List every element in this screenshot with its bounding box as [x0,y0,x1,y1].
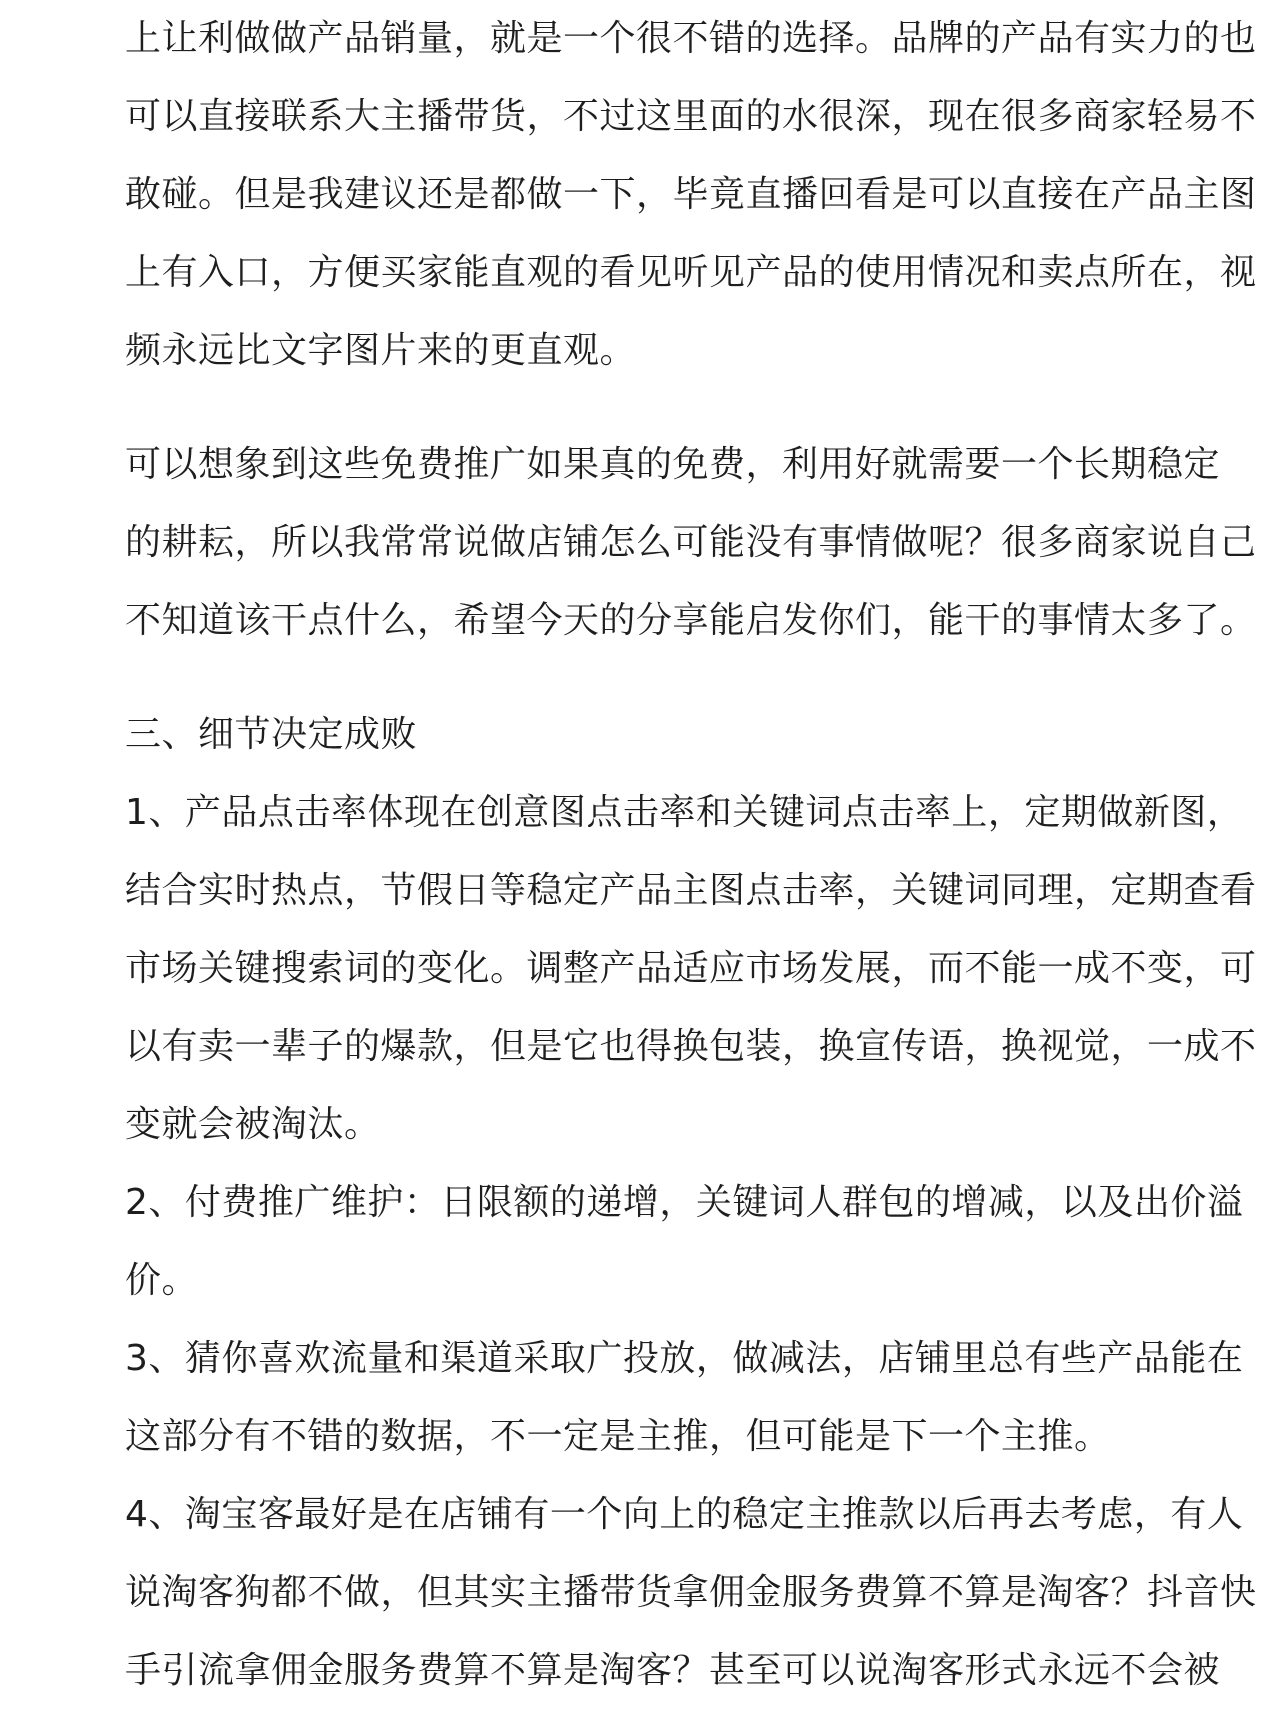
text-line: 上有入口，方便买家能直观的看见听见产品的使用情况和卖点所在，视 [125,252,1257,293]
paragraph-free-promotion [125,426,1257,660]
list-item-2 [125,1164,1244,1320]
text-line: 频永远比文字图片来的更直观。 [125,330,637,371]
text-line: 的耕耘，所以我常常说做店铺怎么可能没有事情做呢？很多商家说自己 [125,522,1257,563]
text-line: 上让利做做产品销量，就是一个很不错的选择。品牌的产品有实力的也 [125,18,1257,59]
paragraph-intro-continued [125,0,1257,390]
text-line: 可以想象到这些免费推广如果真的免费，利用好就需要一个长期稳定 [125,444,1221,485]
section-heading [125,696,1165,774]
text-line: 2、付费推广维护：日限额的递增，关键词人群包的增减，以及出价溢 [125,1182,1244,1223]
list-item-3 [125,1320,1244,1476]
text-line: 变就会被淘汰。 [125,1104,381,1145]
text-line: 不知道该干点什么，希望今天的分享能启发你们，能干的事情太多了。 [125,600,1257,641]
section-three-heading: 三、细节决定成败 [125,714,418,755]
text-line: 3、猜你喜欢流量和渠道采取广投放，做减法，店铺里总有些产品能在 [125,1338,1244,1379]
text-line: 这部分有不错的数据，不一定是主推，但可能是下一个主推。 [125,1416,1111,1457]
list-item-1 [125,774,1257,1164]
text-line: 以有卖一辈子的爆款，但是它也得换包装，换宣传语，换视觉，一成不 [125,1026,1257,1067]
list-item-4 [125,1476,1257,1710]
text-line: 可以直接联系大主播带货，不过这里面的水很深，现在很多商家轻易不 [125,96,1257,137]
text-line: 价。 [125,1260,199,1301]
article-body [125,0,1257,1710]
text-line: 结合实时热点，节假日等稳定产品主图点击率，关键词同理，定期查看 [125,870,1257,911]
text-line: 手引流拿佣金服务费算不算是淘客？甚至可以说淘客形式永远不会被 [125,1650,1221,1691]
text-line: 1、产品点击率体现在创意图点击率和关键词点击率上，定期做新图， [125,792,1244,833]
text-line: 市场关键搜索词的变化。调整产品适应市场发展，而不能一成不变，可 [125,948,1257,989]
text-line: 4、淘宝客最好是在店铺有一个向上的稳定主推款以后再去考虑，有人 [125,1494,1244,1535]
text-line: 敢碰。但是我建议还是都做一下，毕竟直播回看是可以直接在产品主图 [125,174,1257,215]
text-line: 说淘客狗都不做，但其实主播带货拿佣金服务费算不算是淘客？抖音快 [125,1572,1257,1613]
